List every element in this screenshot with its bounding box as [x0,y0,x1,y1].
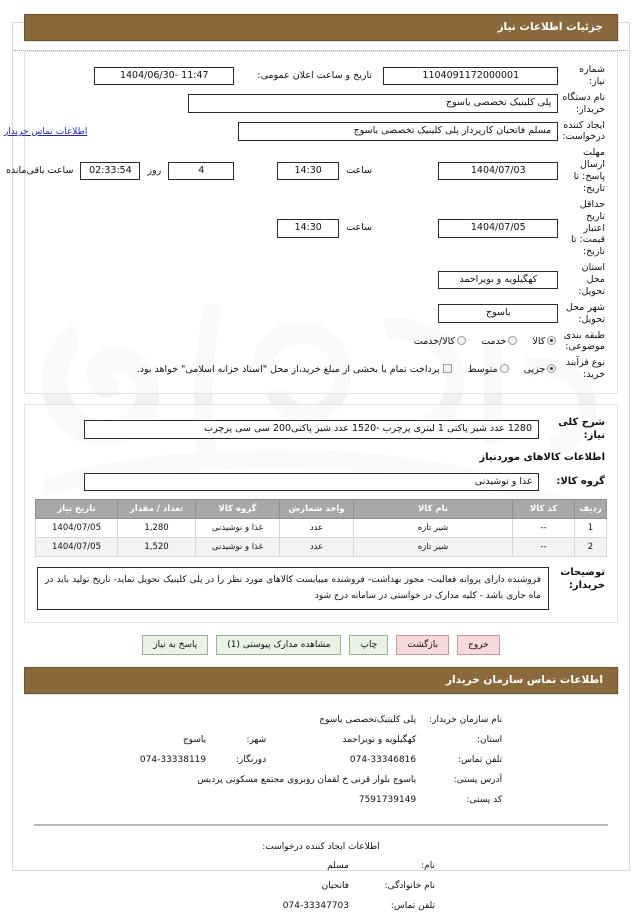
contact-fax-value: 074-33338119 [139,755,207,766]
contact-org-label: نام سازمان خریدار: [429,715,503,726]
row-goods-section-title [35,444,607,465]
cell-group: غذا و نوشیدنی [196,538,280,557]
radio-icon-kala-khedmat[interactable] [457,336,466,345]
cell-date: 1404/07/05 [36,538,118,557]
goods-items-table [35,499,607,557]
row-creator-first-name [203,856,439,876]
need-details-panel [3,51,618,394]
contact-province-value: کهگیلویه و بویراحمد [342,735,417,746]
back-button[interactable]: بازگشت [396,635,449,655]
buyer-contact-link[interactable]: اطلاعات تماس خریدار [3,126,88,137]
cell-qty: 1,520 [118,538,196,557]
need-number-value: 1104091172000001 [383,67,558,85]
items-col-radif: ردیف [575,500,607,519]
row-creator-last-name [203,876,439,896]
radio-icon-kala[interactable] [547,336,556,345]
items-col-code: کد کالا [513,500,575,519]
row-category [0,328,607,356]
buyer-org-value: پلی کلینیک تخصصی یاسوج [188,94,558,112]
row-buyer-notes [35,565,607,612]
items-col-group: گروه کالا [196,500,280,519]
row-process-type [0,355,607,383]
action-button-row [24,635,618,655]
goods-info-panel [24,404,618,623]
city-label: شهر محل تحویل: [565,301,605,325]
table-row[interactable] [36,538,607,557]
row-contact-address [136,770,506,790]
items-col-unit: واحد شمارش [280,500,354,519]
summary-label: شرح کلی نیاز: [558,417,605,441]
deadline-label: مهلت ارسال پاسخ: تا تاریخ: [573,147,605,194]
row-goods-group [35,465,607,493]
creator-phone-value: 074-33347703 [282,901,349,912]
category-option-khedmat-label: خدمت [481,335,507,347]
cell-qty: 1,280 [118,519,196,538]
buyer-notes-block [35,565,607,612]
items-header-row [36,500,607,519]
cell-name: شیر تازه [354,538,513,557]
contact-address-label: آدرس پستی: [453,775,503,786]
process-label: نوع فرآیند خرید: [565,357,605,381]
category-option-khedmat[interactable] [481,336,519,347]
announce-label: تاریخ و ساعت اعلان عمومی: [257,70,373,82]
contact-org-value: پلی کلینیک‌تخصصی یاسوج [319,715,417,726]
creator-first-name-value: مسلم [327,861,349,872]
process-option-jozii[interactable] [524,364,559,375]
row-contact-province-city [136,730,506,750]
category-option-kala-label: کالا [532,335,546,347]
cell-unit: عدد [280,519,354,538]
table-row[interactable] [36,519,607,538]
row-contact-org [136,710,506,730]
contact-postal-label: کد پستی: [466,795,503,806]
cell-group: غذا و نوشیدنی [196,519,280,538]
items-col-qty: تعداد / مقدار [118,500,196,519]
row-validity [0,197,607,260]
treasury-checkbox-option[interactable] [137,364,455,375]
deadline-time-label: ساعت [346,164,373,176]
creator-last-name-value: فاتحیان [321,881,349,892]
category-label: طبقه بندی موضوعی: [563,329,605,353]
contact-city-value: یاسوج [182,735,207,746]
row-province [0,260,607,300]
province-label: استان محل تحویل: [578,262,605,297]
radio-icon-motevaset[interactable] [500,364,509,373]
respond-to-need-button[interactable]: پاسخ به نیاز [142,635,208,655]
summary-value: 1280 عدد شیر پاکتی 1 لیتری پرچرب -1520 عدد شیر پاکتی200 سی سی پرچرب [84,420,539,438]
need-details-form [0,62,607,383]
buyer-org-label: نام دستگاه خریدار: [562,91,605,115]
creator-contact-table [203,856,439,916]
cell-code: -- [513,538,575,557]
process-option-jozii-label: جزیی [523,363,546,375]
contact-city-label: شهر: [246,735,267,746]
need-number-label: شماره نیاز: [579,64,605,87]
creator-contact-block [24,842,618,916]
validity-label: حداقل تاریخ اعتبار قیمت: تا تاریخ: [571,198,605,258]
contact-province-label: استان: [476,735,503,746]
row-summary [35,415,607,444]
deadline-time: 14:30 [277,162,339,180]
row-contact-phone-fax [136,750,506,770]
radio-icon-jozii[interactable] [547,364,556,373]
deadline-date: 1404/07/03 [438,162,558,180]
remaining-days-value: 4 [168,162,234,180]
contact-phone-label: تلفن تماس: [457,755,503,766]
process-option-motevaset-label: متوسط [467,363,498,375]
category-option-kala[interactable] [532,336,558,347]
creator-phone-label: تلفن تماس: [390,901,435,912]
remaining-time-label: ساعت باقی‌مانده [5,164,74,176]
cell-radif: 1 [575,519,607,538]
page-title: جزئیات اطلاعات نیاز [24,14,618,41]
items-col-date: تاریخ نیاز [36,500,118,519]
cell-date: 1404/07/05 [36,519,118,538]
row-buyer-org [0,90,607,118]
remaining-time-value: 02:33:54 [80,162,140,180]
goods-group-label: گروه کالا: [556,475,605,487]
cell-unit: عدد [280,538,354,557]
creator-first-name-label: نام: [421,861,435,872]
goods-section-title: اطلاعات کالاهای موردنیاز [479,452,605,463]
announce-value: 11:47 -1404/06/30 [94,67,234,85]
cell-code: -- [513,519,575,538]
buyer-notes-label: توضیحات خریدار: [560,567,605,591]
row-city [0,300,607,328]
page-root [3,14,638,912]
contact-address-value: یاسوج بلوار قرنی خ لقمان روبروی مجتمع مسکونی پردیس [197,775,417,786]
view-attachments-button[interactable]: مشاهده مدارک پیوستی (1) [216,635,341,655]
category-option-kala-khedmat-label: کالا/خدمت [413,335,456,347]
items-col-name: نام کالا [354,500,513,519]
province-value: کهگیلویه و بویراحمد [438,271,558,289]
contact-postal-value: 7591739149 [358,795,417,806]
validity-time: 14:30 [277,219,339,237]
goods-info-form [35,415,607,493]
contact-divider [34,824,608,826]
row-deadline [0,145,607,197]
treasury-checkbox-label: پرداخت تمام یا بخشی از مبلغ خرید،از محل "اسناد خزانه اسلامی" خواهد بود. [136,363,440,375]
remaining-days-unit: روز [147,164,162,176]
row-contact-postal [136,790,506,810]
category-option-kala-khedmat[interactable] [414,336,468,347]
checkbox-icon-treasury[interactable] [443,364,452,373]
validity-time-label: ساعت [346,222,373,234]
contact-section-title: اطلاعات تماس سازمان خریدار [24,667,618,694]
buyer-notes-value: فروشنده دارای پروانه فعالیت- مجوز بهداشت- فروشنده میبایست کالاهای مورد نظر را در پلی کلینیک تحویل نماید- تاریخ تولید باید در ماه جاری باشد - کلیه مدارک در خواستی در سامانه درج شود [37,567,549,610]
radio-icon-khedmat[interactable] [508,336,517,345]
creator-label: ایجاد کننده درخواست: [562,119,605,143]
contact-phone-value: 074-33346816 [349,755,417,766]
goods-group-value: غذا و نوشیدنی [84,473,539,491]
row-creator-phone [203,896,439,916]
cell-name: شیر تازه [354,519,513,538]
row-creator [0,118,607,146]
row-need-number [0,62,607,90]
validity-date: 1404/07/05 [438,219,558,237]
creator-section-title: اطلاعات ایجاد کننده درخواست: [262,842,380,853]
print-button[interactable]: چاپ [349,635,388,655]
contact-fax-label: دورنگار: [235,755,267,766]
exit-button[interactable]: خروج [457,635,500,655]
process-option-motevaset[interactable] [468,364,511,375]
buyer-contact-table [136,710,506,810]
cell-radif: 2 [575,538,607,557]
buyer-contact-block [24,710,618,810]
creator-last-name-label: نام خانوادگی: [384,881,435,892]
city-value: یاسوج [438,304,558,322]
creator-value: مسلم فاتحیان کارپرداز پلی کلینیک تخصصی یاسوج [238,122,558,140]
